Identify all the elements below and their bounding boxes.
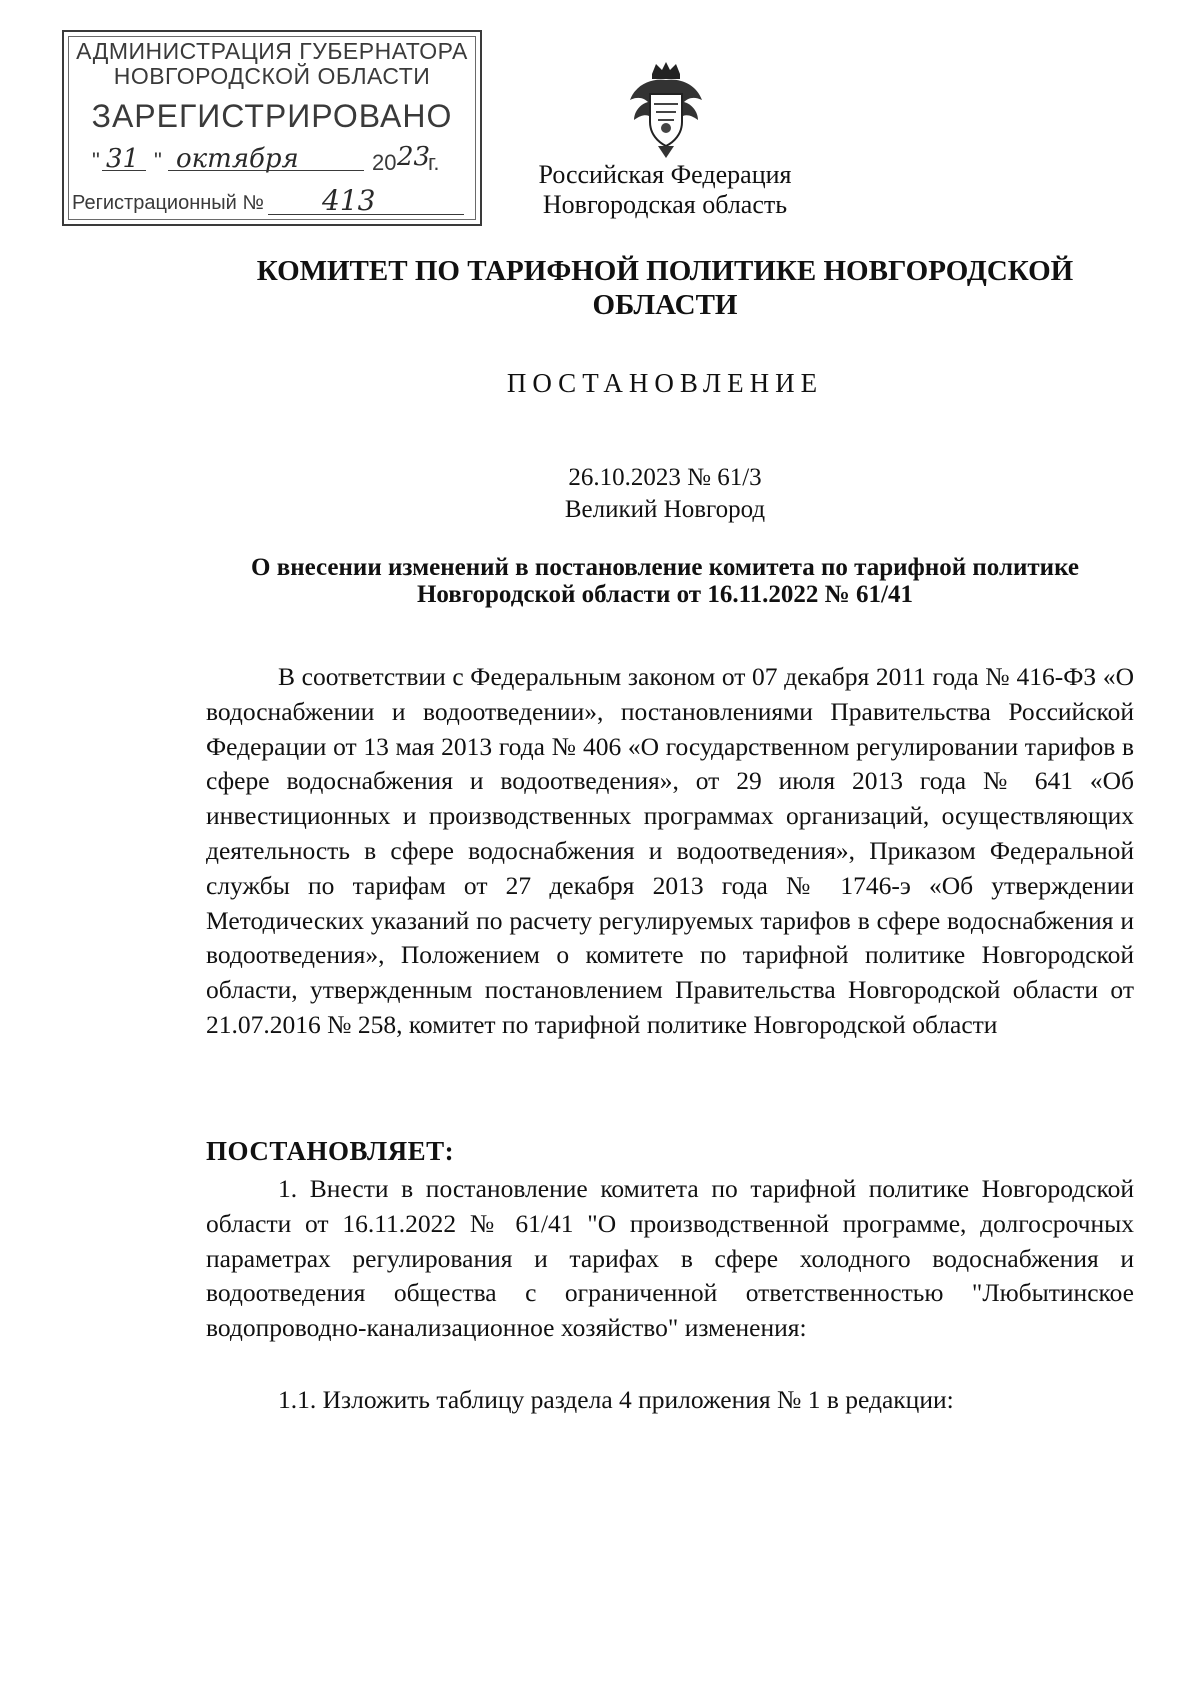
document-city: Великий Новгород xyxy=(564,496,766,523)
decree-word: ПОСТАНОВЛЯЕТ: xyxy=(206,1136,455,1166)
stamp-reg-label: Регистрационный № xyxy=(72,192,264,214)
stamp-day-close-quote: " xyxy=(154,148,162,173)
document-date-number: 26.10.2023 № 61/3 xyxy=(568,464,762,491)
stamp-reg-line xyxy=(268,214,464,215)
stamp-day: 31 xyxy=(106,144,140,174)
stamp-year-suffix: 23 xyxy=(397,142,431,172)
stamp-month: октября xyxy=(176,144,299,174)
stamp-month-line xyxy=(168,170,364,171)
stamp-org-line1: АДМИНИСТРАЦИЯ ГУБЕРНАТОРА xyxy=(76,38,468,64)
document-type: ПОСТАНОВЛЕНИЕ xyxy=(506,368,824,398)
stamp-day-line xyxy=(102,170,146,171)
item-1-paragraph: 1. Внести в постановление комитета по тарифной политике Новгородской области от 16.11.2022 № 61/41 "О производственной программе, долгосрочных параметрах регулирования и тарифах в сфере холодного водоснабжения и водоотведения общества с ограниченной ответственностью "Любытинское водопроводно-канализационное хозяйство" изменения: xyxy=(206,1174,1134,1343)
stamp-year-prefix: 20 xyxy=(372,150,397,175)
document-subject: О внесении изменений в постановление комитета по тарифной политике Новгородской области от 16.11.2022 № 61/41 xyxy=(251,554,1079,608)
registration-stamp xyxy=(62,30,482,226)
stamp-registered: ЗАРЕГИСТРИРОВАНО xyxy=(91,98,453,134)
stamp-reg-number: 413 xyxy=(322,184,376,217)
stamp-day-open-quote: " xyxy=(92,148,100,173)
novgorod-coat-of-arms-icon xyxy=(622,60,710,160)
stamp-org-line2: НОВГОРОДСКОЙ ОБЛАСТИ xyxy=(113,63,431,89)
committee-title: КОМИТЕТ ПО ТАРИФНОЙ ПОЛИТИКЕ НОВГОРОДСКОЙ ОБЛАСТИ xyxy=(256,255,1074,321)
preamble-paragraph: В соответствии с Федеральным законом от 07 декабря 2011 года № 416-ФЗ «О водоснабжении и водоотведении», постановлениями Правительства Российской Федерации от 13 мая 2013 года № 406 «О государственном регулировании тарифов в сфере водоснабжения и водоотведения», от 29 июля 2013 года № 641 «Об инвестиционных и производственных программах организаций, осуществляющих деятельность в сфере водоснабжения и водоотведения», Приказом Федеральной службы по тарифам от 27 декабря 2013 года № 1746-э «Об утверждении Методических указаний по расчету регулируемых тарифов в сфере водоснабжения и водоотведения», Положением о комитете по тарифной политике Новгородской области, утвержденным постановлением Правительства Новгородской области от 21.07.2016 № 258, комитет по тарифной политике Новгородской области xyxy=(206,662,1134,1039)
stamp-date-row xyxy=(92,144,466,180)
stamp-regnum-row xyxy=(72,184,466,222)
region-name: Новгородская область xyxy=(542,190,788,219)
country-name: Российская Федерация xyxy=(538,160,792,189)
stamp-year-unit: г. xyxy=(428,150,440,175)
item-1-1-paragraph: 1.1. Изложить таблицу раздела 4 приложения № 1 в редакции: xyxy=(278,1385,954,1414)
